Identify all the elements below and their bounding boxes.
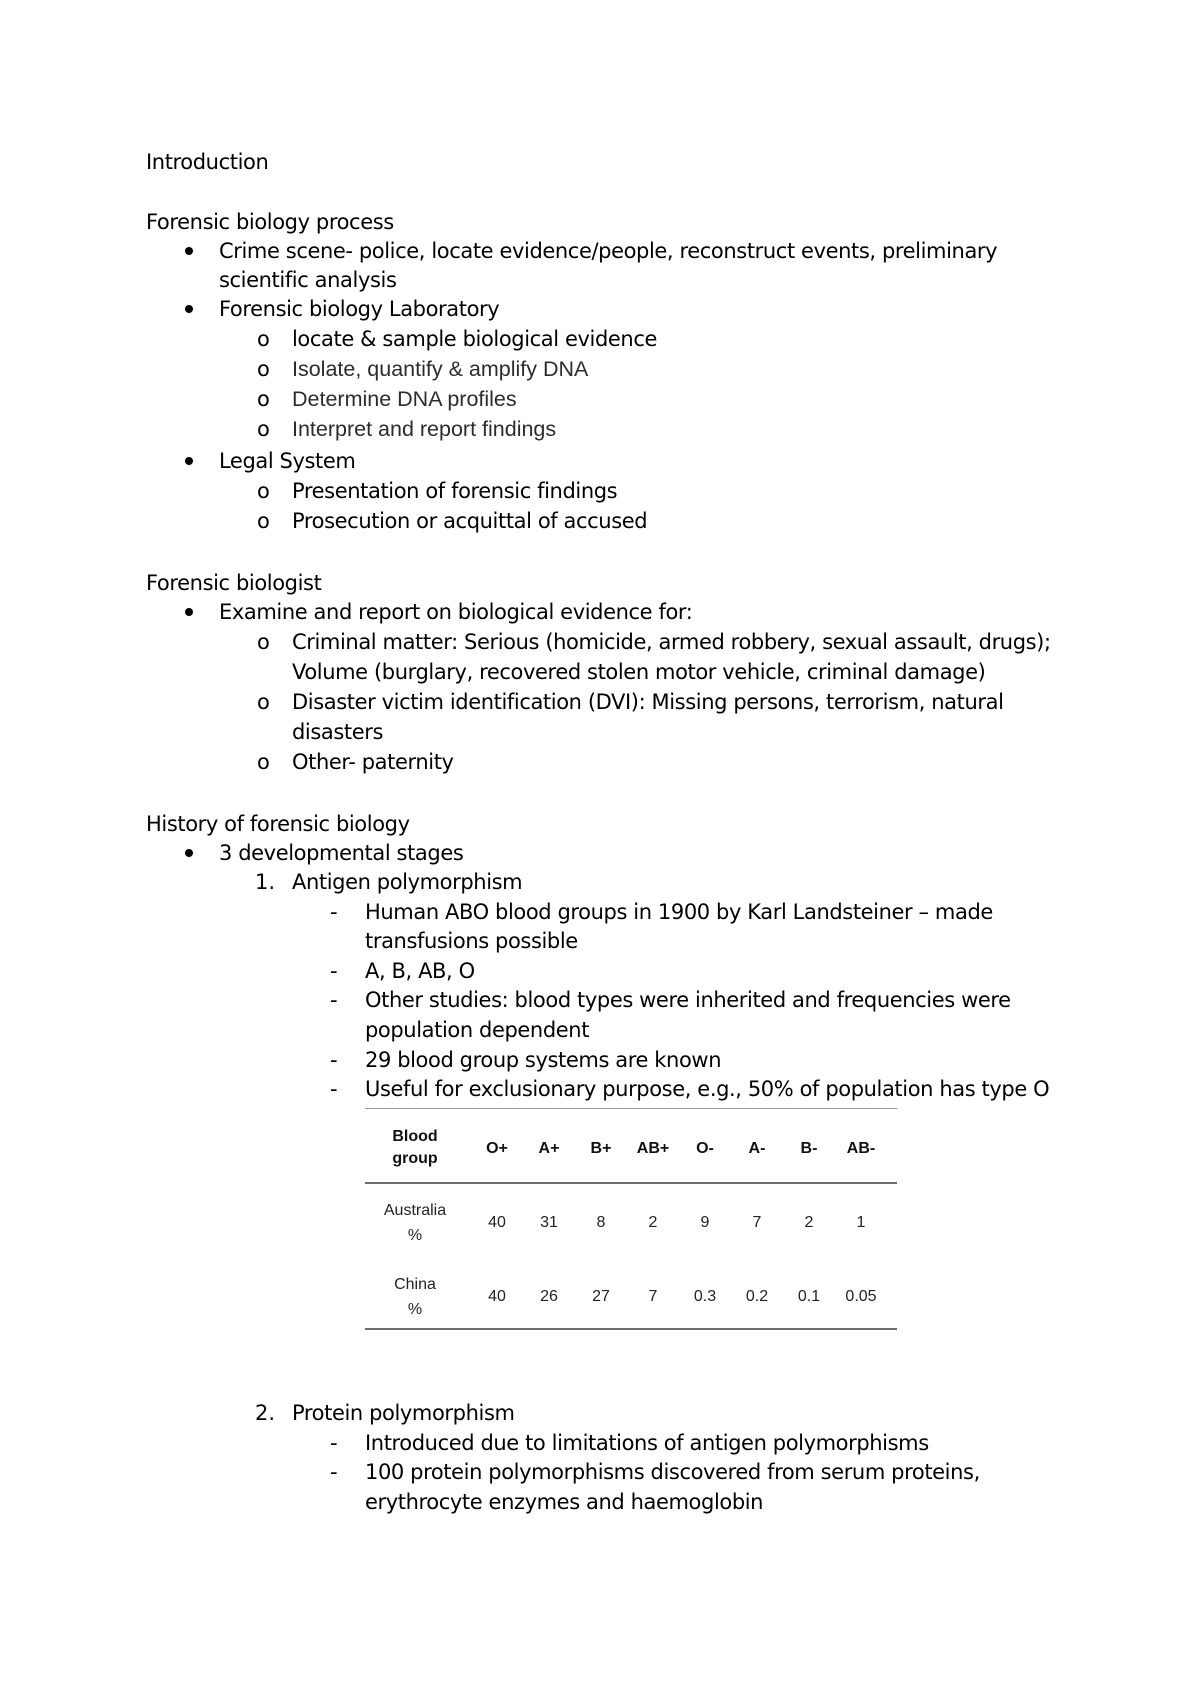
s2-line: 100 protein polymorphisms discovered from serum proteins, — [365, 1460, 980, 1484]
s1-line: Other studies: blood types were inherited and frequencies were — [365, 988, 1011, 1012]
s2-line: Introduced due to limitations of antigen polymorphisms — [365, 1431, 929, 1455]
table-cell: 2 — [648, 1214, 658, 1231]
lab-subitem: Isolate, quantify & amplify DNA — [292, 357, 589, 381]
s2-line: erythrocyte enzymes and haemoglobin — [365, 1490, 764, 1514]
table-column-header: A+ — [538, 1140, 560, 1157]
table-cell: 0.05 — [845, 1288, 877, 1305]
circle-marker-icon: o — [257, 750, 270, 774]
blood-group-table — [365, 1108, 897, 1330]
criminal-line-1: Criminal matter: Serious (homicide, armed robbery, sexual assault, drugs); — [292, 630, 1051, 654]
table-column-header: A- — [748, 1140, 766, 1157]
intro-heading: Introduction — [146, 150, 269, 174]
table-header-cell: group — [392, 1150, 438, 1167]
circle-marker-icon: o — [257, 479, 270, 503]
circle-marker-icon: o — [257, 630, 270, 654]
table-column-header: B- — [800, 1140, 818, 1157]
dash-marker-icon: - — [330, 1460, 338, 1484]
table-top-rule — [365, 1108, 897, 1109]
lab-subitem: Interpret and report findings — [292, 417, 557, 441]
dvi-line-1: Disaster victim identification (DVI): Missing persons, terrorism, natural — [292, 690, 1004, 714]
table-column-header: AB- — [846, 1140, 876, 1157]
dash-marker-icon: - — [330, 988, 338, 1012]
table-cell: 7 — [752, 1214, 762, 1231]
table-cell: 40 — [488, 1214, 506, 1231]
table-column-header: O+ — [486, 1140, 508, 1157]
biologist-heading: Forensic biologist — [146, 571, 322, 595]
table-bottom-rule — [365, 1328, 897, 1330]
table-header-rule — [365, 1182, 897, 1184]
s1-line: Useful for exclusionary purpose, e.g., 50% of population has type O — [365, 1077, 1050, 1101]
crime-scene-line-1: Crime scene- police, locate evidence/people, reconstruct events, preliminary — [219, 239, 998, 263]
table-cell: 0.1 — [797, 1288, 821, 1305]
dash-marker-icon: - — [330, 1077, 338, 1101]
other-item: Other- paternity — [292, 750, 454, 774]
table-row-label: Australia — [383, 1202, 447, 1219]
table-cell: 0.3 — [693, 1288, 717, 1305]
table-cell: 0.2 — [745, 1288, 769, 1305]
table-row-label: % — [407, 1227, 423, 1244]
circle-marker-icon: o — [257, 387, 270, 411]
list-number: 1. — [255, 870, 276, 894]
dash-marker-icon: - — [330, 900, 338, 924]
legal-subitem: Presentation of forensic findings — [292, 479, 618, 503]
circle-marker-icon: o — [257, 417, 270, 441]
table-row-label: China — [394, 1276, 436, 1293]
s1-line: Human ABO blood groups in 1900 by Karl Landsteiner – made — [365, 900, 993, 924]
lab-subitem: locate & sample biological evidence — [292, 327, 657, 351]
legal-item: Legal System — [219, 449, 356, 473]
circle-marker-icon: o — [257, 509, 270, 533]
dash-marker-icon: - — [330, 959, 338, 983]
table-cell: 7 — [648, 1288, 658, 1305]
lab-item: Forensic biology Laboratory — [219, 297, 500, 321]
dash-marker-icon: - — [330, 1431, 338, 1455]
table-row-label: % — [407, 1301, 423, 1318]
bullet-icon — [185, 457, 193, 465]
table-column-header: O- — [696, 1140, 714, 1157]
dash-marker-icon: - — [330, 1048, 338, 1072]
table-cell: 31 — [540, 1214, 558, 1231]
s1-line: transfusions possible — [365, 929, 578, 953]
table-cell: 40 — [488, 1288, 506, 1305]
circle-marker-icon: o — [257, 690, 270, 714]
crime-scene-line-2: scientific analysis — [219, 268, 397, 292]
s1-line: A, B, AB, O — [365, 959, 475, 983]
table-cell: 26 — [540, 1288, 558, 1305]
s1-line: population dependent — [365, 1018, 590, 1042]
table-cell: 27 — [592, 1288, 610, 1305]
examine-item: Examine and report on biological evidence for: — [219, 600, 693, 624]
table-header-cell: Blood — [392, 1128, 438, 1145]
stage2-title: Protein polymorphism — [292, 1401, 515, 1425]
dvi-line-2: disasters — [292, 720, 384, 744]
list-number: 2. — [255, 1401, 276, 1425]
stages-item: 3 developmental stages — [219, 841, 464, 865]
history-heading: History of forensic biology — [146, 812, 410, 836]
legal-subitem: Prosecution or acquittal of accused — [292, 509, 648, 533]
table-cell: 8 — [596, 1214, 606, 1231]
table-cell: 1 — [856, 1214, 866, 1231]
s1-line: 29 blood group systems are known — [365, 1048, 722, 1072]
bullet-icon — [185, 305, 193, 313]
bullet-icon — [185, 608, 193, 616]
circle-marker-icon: o — [257, 357, 270, 381]
stage1-title: Antigen polymorphism — [292, 870, 523, 894]
process-heading: Forensic biology process — [146, 210, 394, 234]
lab-subitem: Determine DNA profiles — [292, 387, 517, 411]
bullet-icon — [185, 849, 193, 857]
criminal-line-2: Volume (burglary, recovered stolen motor vehicle, criminal damage) — [292, 660, 986, 684]
circle-marker-icon: o — [257, 327, 270, 351]
table-column-header: AB+ — [636, 1140, 670, 1157]
table-column-header: B+ — [590, 1140, 612, 1157]
bullet-icon — [185, 247, 193, 255]
table-cell: 2 — [804, 1214, 814, 1231]
table-cell: 9 — [700, 1214, 710, 1231]
